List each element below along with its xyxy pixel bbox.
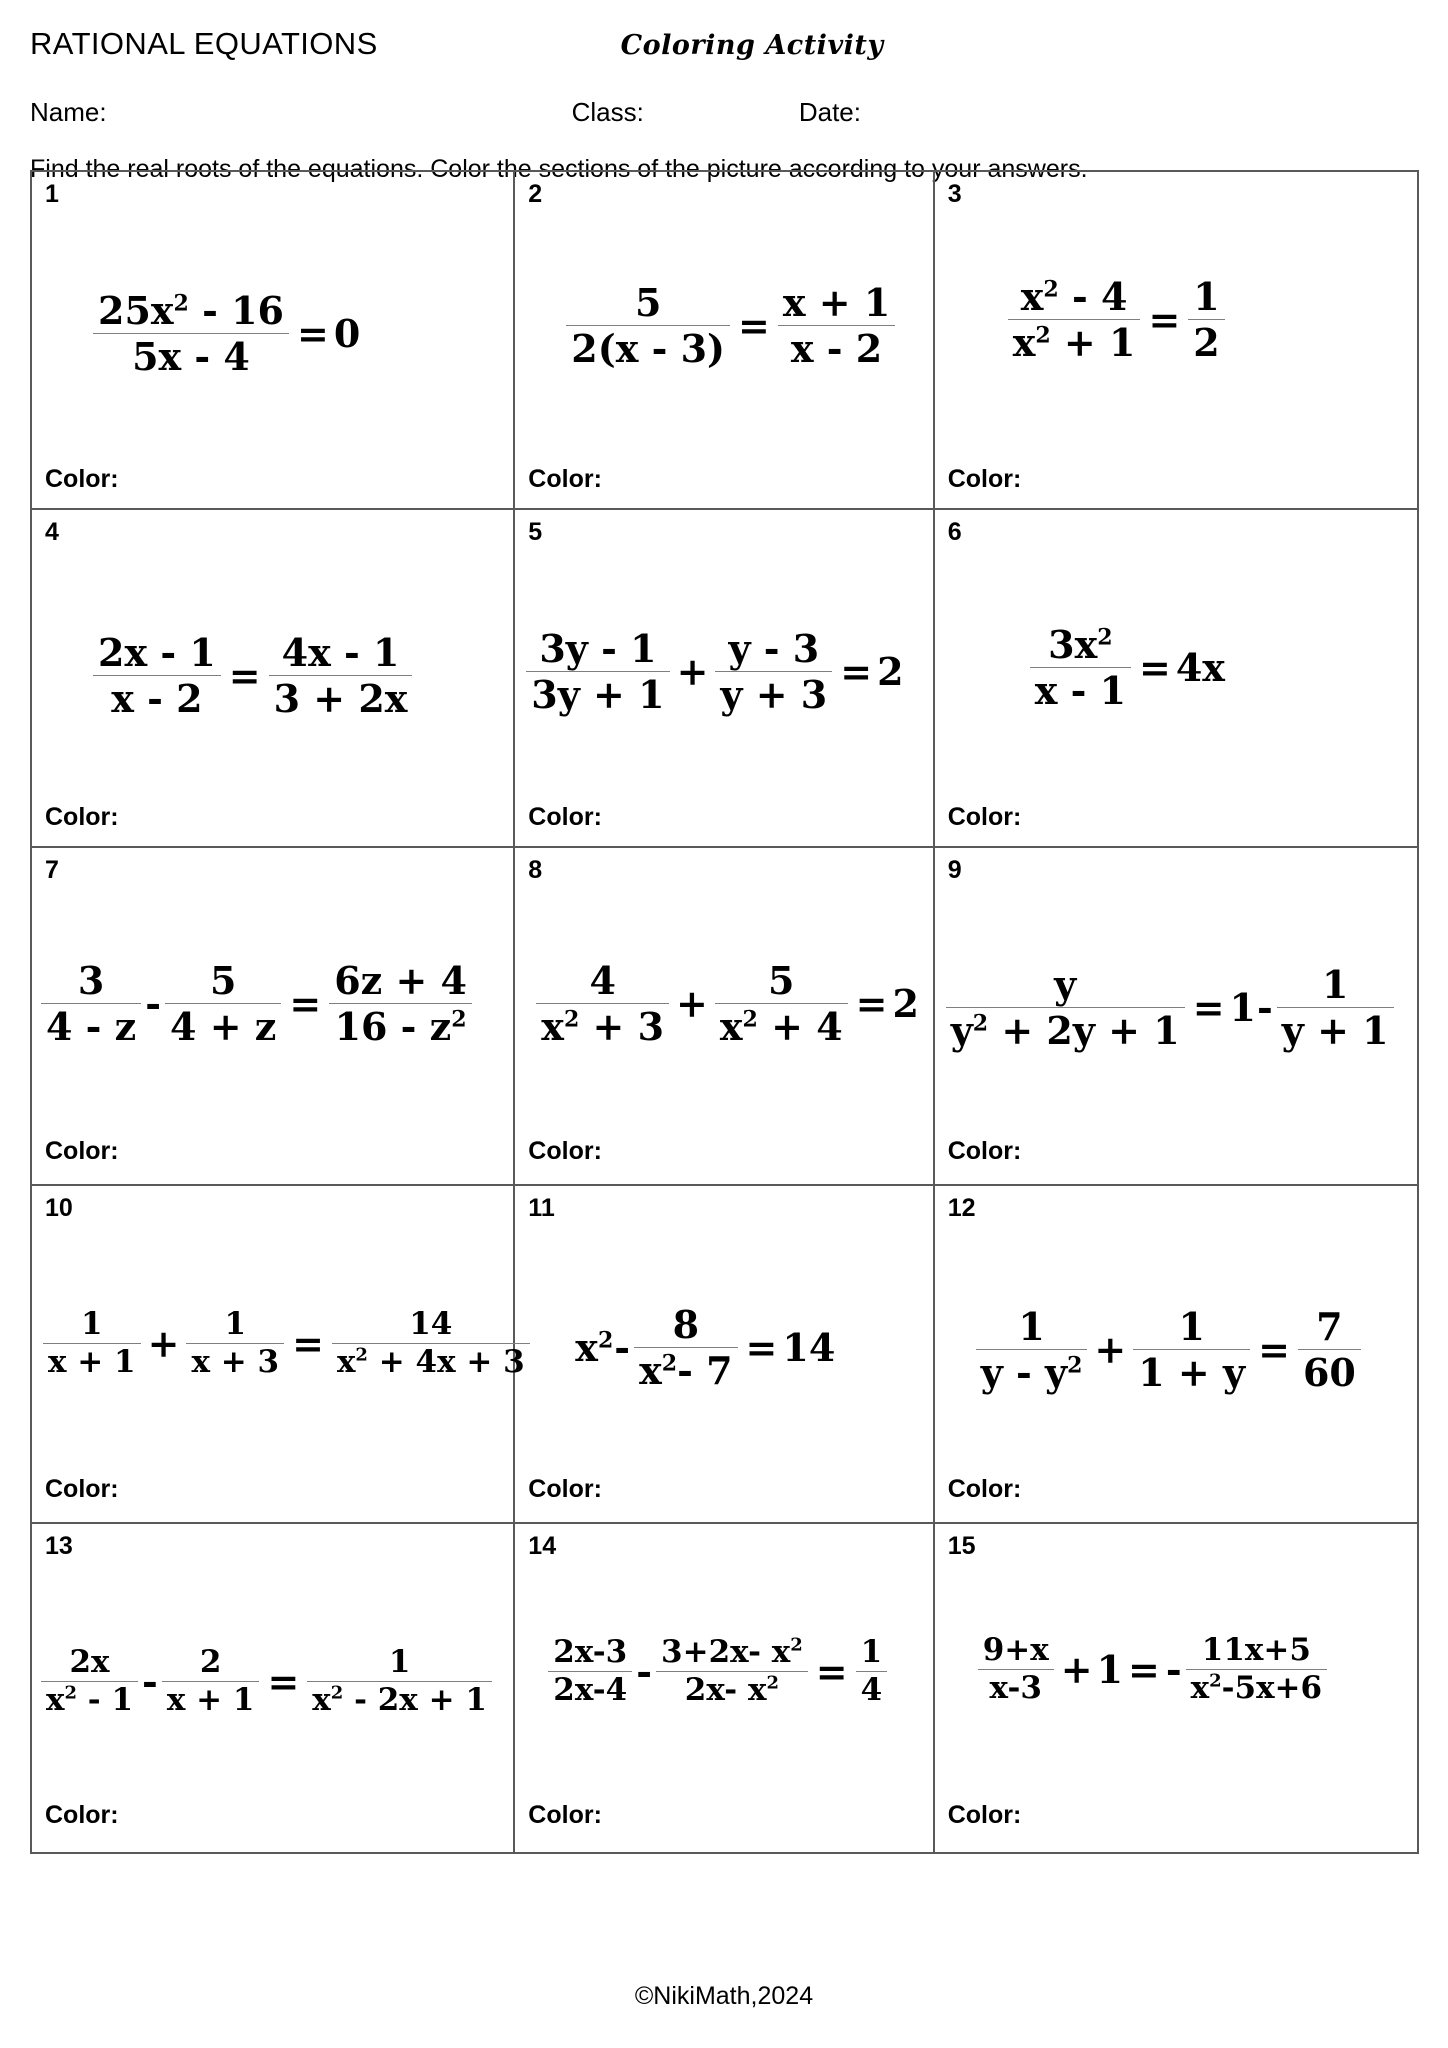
numerator: 8 — [672, 1302, 700, 1347]
numerator: 4x - 1 — [281, 630, 400, 675]
equals-sign: = — [267, 1658, 300, 1704]
numerator: 5 — [768, 958, 795, 1003]
fraction — [536, 958, 669, 1050]
fraction — [1008, 274, 1141, 366]
numerator: 5 — [209, 958, 237, 1003]
color-label: Color: — [528, 465, 602, 493]
problem-number: 3 — [947, 180, 962, 208]
fraction — [526, 626, 669, 718]
fraction — [778, 280, 895, 372]
equals-sign: = — [738, 302, 770, 348]
color-label: Color: — [947, 1475, 1022, 1503]
minus-sign: - — [1256, 984, 1273, 1030]
problem-cell-11[interactable] — [515, 1186, 934, 1524]
equation-6 — [1027, 622, 1225, 714]
problem-cell-12[interactable] — [935, 1186, 1419, 1524]
problem-number: 10 — [45, 1194, 73, 1222]
numerator: 2x - 1 — [98, 630, 216, 675]
numerator: 2x-3 — [553, 1634, 628, 1670]
equation-14 — [545, 1636, 890, 1708]
denominator: x - 2 — [790, 326, 883, 372]
minus-sign: - — [1165, 1646, 1182, 1692]
minus-sign: - — [614, 1324, 631, 1370]
equals-sign: = — [745, 1324, 778, 1370]
denominator: 2(x - 3) — [571, 326, 726, 372]
denominator: $x^2 - 1$ — [46, 1682, 134, 1719]
problem-cell-1[interactable] — [32, 172, 515, 510]
equation-5 — [523, 626, 904, 718]
equals-sign: = — [1139, 644, 1171, 690]
denominator: 3 + 2x — [273, 676, 408, 722]
numerator: 3y - 1 — [539, 626, 657, 671]
right-side: 0 — [333, 310, 361, 356]
fraction — [186, 1308, 284, 1380]
color-label: Color: — [947, 465, 1022, 493]
numerator: 2 — [199, 1644, 222, 1680]
denominator: 4 — [860, 1672, 883, 1709]
plus-sign: + — [147, 1320, 180, 1366]
color-label: Color: — [947, 803, 1022, 831]
denominator: $x^2 + 4x + 3$ — [336, 1344, 525, 1381]
color-label: Color: — [947, 1801, 1022, 1829]
equation-7 — [38, 958, 475, 1050]
numerator: 3 — [77, 958, 105, 1003]
denominator: $x^2 + 4$ — [719, 1004, 843, 1050]
grid-row — [32, 1186, 1419, 1524]
plus-sign: + — [1094, 1326, 1127, 1372]
plus-sign: + — [676, 980, 708, 1026]
equation-3 — [1005, 274, 1228, 366]
problem-cell-3[interactable] — [935, 172, 1419, 510]
numerator: 14 — [409, 1306, 453, 1342]
numerator: 1 — [224, 1306, 247, 1342]
denominator: 2x-4 — [553, 1672, 628, 1709]
plus-sign: + — [1060, 1646, 1093, 1692]
color-label: Color: — [528, 1801, 602, 1829]
denominator: 60 — [1302, 1350, 1356, 1396]
color-label: Color: — [947, 1137, 1022, 1165]
leading-term: $x^2$ — [575, 1324, 614, 1370]
denominator: $x^2-5x+6$ — [1190, 1670, 1323, 1707]
numerator: y - 3 — [728, 626, 820, 671]
minus-sign: - — [145, 980, 162, 1026]
numerator: 1 — [388, 1644, 411, 1680]
denominator: x - 1 — [1034, 668, 1127, 714]
problem-number: 7 — [45, 856, 59, 884]
right-side: 2 — [892, 980, 919, 1026]
problem-number: 4 — [45, 518, 59, 546]
color-label: Color: — [45, 1801, 119, 1829]
fraction — [656, 1636, 808, 1708]
fraction — [165, 958, 281, 1050]
equation-12 — [973, 1304, 1364, 1396]
problem-number: 1 — [45, 180, 59, 208]
problem-cell-15[interactable] — [935, 1524, 1419, 1854]
plus-sign: + — [676, 648, 709, 694]
equation-15 — [975, 1634, 1330, 1706]
color-label: Color: — [45, 803, 119, 831]
grid-row — [32, 1524, 1419, 1854]
fraction — [1030, 622, 1131, 714]
minus-sign: - — [636, 1648, 653, 1694]
fraction — [976, 1304, 1088, 1396]
equals-sign: = — [1128, 1646, 1160, 1692]
numerator: 1 — [860, 1634, 883, 1670]
color-label: Color: — [528, 1137, 602, 1165]
fraction — [1186, 1634, 1327, 1706]
numerator: 7 — [1316, 1304, 1343, 1349]
denominator: $x^2 + 3$ — [541, 1004, 665, 1050]
fraction — [856, 1636, 888, 1708]
denominator: x-3 — [989, 1670, 1042, 1707]
problem-number: 6 — [947, 518, 962, 546]
problem-cell-4[interactable] — [32, 510, 515, 848]
instructions-text: Find the real roots of the equations. Color the sections of the picture according to your answers. — [30, 155, 1088, 183]
color-label: Color: — [45, 1475, 119, 1503]
equals-sign: = — [1258, 1326, 1290, 1372]
equation-10 — [40, 1308, 533, 1380]
equals-sign: = — [297, 310, 329, 356]
problem-number: 2 — [528, 180, 543, 208]
fraction — [162, 1646, 260, 1718]
activity-subtitle: Coloring Activity — [620, 30, 884, 61]
equals-sign: = — [292, 1320, 324, 1366]
problem-number: 15 — [947, 1532, 976, 1560]
right-side: 2 — [877, 648, 904, 694]
numerator: 2x — [69, 1644, 110, 1680]
fraction — [566, 280, 730, 372]
denominator: $x^2-$ 7 — [639, 1348, 733, 1394]
color-label: Color: — [45, 465, 119, 493]
problem-cell-10[interactable] — [32, 1186, 525, 1524]
numerator: 1 — [1018, 1304, 1045, 1349]
problem-number: 8 — [528, 856, 543, 884]
denominator: y + 1 — [1281, 1008, 1389, 1054]
numerator: 9+x — [982, 1632, 1049, 1668]
numerator: 5 — [634, 280, 662, 325]
denominator: 1 + y — [1138, 1350, 1246, 1396]
numerator: $x^2 - 4$ — [1020, 274, 1128, 319]
problem-cell-14[interactable] — [515, 1524, 934, 1854]
worksheet-header — [0, 0, 1448, 184]
problem-number: 11 — [528, 1194, 555, 1222]
problem-cell-5[interactable] — [515, 510, 934, 848]
denominator: 5x - 4 — [132, 334, 250, 380]
problem-number: 13 — [45, 1532, 73, 1560]
fraction — [715, 958, 848, 1050]
equation-2 — [563, 280, 898, 372]
fraction — [329, 958, 472, 1050]
denominator: y - $y^2$ — [980, 1350, 1083, 1396]
date-label: Date: — [798, 97, 861, 127]
equation-11 — [575, 1302, 836, 1394]
denominator: 4 - z — [46, 1004, 137, 1050]
denominator: x + 1 — [48, 1344, 136, 1381]
color-label: Color: — [45, 1137, 119, 1165]
fraction — [41, 1646, 138, 1718]
numerator: y — [1054, 962, 1077, 1007]
problem-cell-9[interactable] — [935, 848, 1419, 1186]
fraction — [93, 288, 289, 380]
equals-sign: = — [1192, 984, 1225, 1030]
numerator: $3x^2$ — [1048, 622, 1113, 667]
fraction — [634, 1302, 737, 1394]
minus-sign: - — [142, 1658, 158, 1704]
color-label: Color: — [528, 803, 602, 831]
equals-sign: = — [1148, 296, 1181, 342]
numerator: $25x^2 - 16$ — [98, 288, 285, 333]
problems-grid — [30, 170, 1419, 1854]
denominator: 2 — [1193, 320, 1220, 366]
problem-cell-13[interactable] — [32, 1524, 515, 1854]
denominator: 2x- $x^2$ — [684, 1672, 779, 1709]
numerator: 1 — [1178, 1304, 1205, 1349]
class-label: Class: — [571, 97, 644, 127]
fraction — [1298, 1304, 1361, 1396]
fraction — [946, 962, 1185, 1054]
fraction — [269, 630, 413, 722]
equation-9 — [943, 962, 1397, 1054]
numerator: 3+2x- $x^2$ — [661, 1634, 803, 1670]
fraction — [1133, 1304, 1250, 1396]
grid-row — [32, 510, 1419, 848]
fraction — [41, 958, 141, 1050]
denominator: $x^2 + 1$ — [1012, 320, 1136, 366]
title-row — [30, 26, 1418, 72]
denominator: 3y + 1 — [531, 672, 665, 718]
fraction — [43, 1308, 141, 1380]
fraction — [307, 1646, 492, 1718]
constant-one: 1 — [1229, 984, 1256, 1030]
equals-sign: = — [815, 1648, 848, 1694]
grid-row — [32, 848, 1419, 1186]
problem-number: 12 — [947, 1194, 976, 1222]
fraction — [978, 1634, 1054, 1706]
right-side: 14 — [782, 1324, 836, 1370]
footer-credit: ©NikiMath,2024 — [634, 1982, 814, 2010]
fraction — [93, 630, 221, 722]
denominator: x - 2 — [111, 676, 203, 722]
name-label: Name: — [30, 97, 107, 127]
denominator: x + 1 — [166, 1682, 255, 1719]
equation-13 — [38, 1646, 495, 1718]
fraction — [1188, 274, 1224, 366]
equation-4 — [90, 630, 415, 722]
problem-number: 5 — [528, 518, 543, 546]
equation-8 — [533, 958, 919, 1050]
problem-number: 14 — [528, 1532, 557, 1560]
equation-1 — [90, 288, 361, 380]
right-side: 4x — [1175, 644, 1225, 690]
problem-cell-2[interactable] — [515, 172, 934, 510]
equals-sign: = — [289, 980, 322, 1026]
student-info-row — [30, 97, 1418, 128]
numerator: 1 — [81, 1306, 103, 1342]
numerator: 6z + 4 — [334, 958, 467, 1003]
problem-cell-6[interactable] — [935, 510, 1419, 848]
denominator: y + 3 — [720, 672, 828, 718]
fraction — [332, 1308, 530, 1380]
problem-cell-8[interactable] — [515, 848, 934, 1186]
fraction — [715, 626, 832, 718]
numerator: 11x+5 — [1201, 1632, 1311, 1668]
equals-sign: = — [855, 980, 888, 1026]
numerator: x + 1 — [782, 280, 891, 325]
equals-sign: = — [228, 652, 261, 698]
denominator: x + 3 — [191, 1344, 280, 1381]
numerator: 4 — [589, 958, 616, 1003]
numerator: 1 — [1193, 274, 1220, 319]
denominator: $x^2 - 2x + 1$ — [312, 1682, 487, 1719]
denominator: $16 - z^2$ — [334, 1004, 467, 1050]
color-label: Color: — [528, 1475, 602, 1503]
grid-row — [32, 172, 1419, 510]
equals-sign: = — [840, 648, 873, 694]
denominator: $y^2 + 2y + 1$ — [950, 1008, 1180, 1054]
problem-number: 9 — [947, 856, 962, 884]
constant-one: 1 — [1096, 1646, 1124, 1692]
numerator: 1 — [1321, 962, 1349, 1007]
fraction — [1277, 962, 1394, 1054]
fraction — [548, 1636, 632, 1708]
problem-cell-7[interactable] — [32, 848, 515, 1186]
page-title: RATIONAL EQUATIONS — [30, 26, 378, 61]
denominator: 4 + z — [170, 1004, 277, 1050]
